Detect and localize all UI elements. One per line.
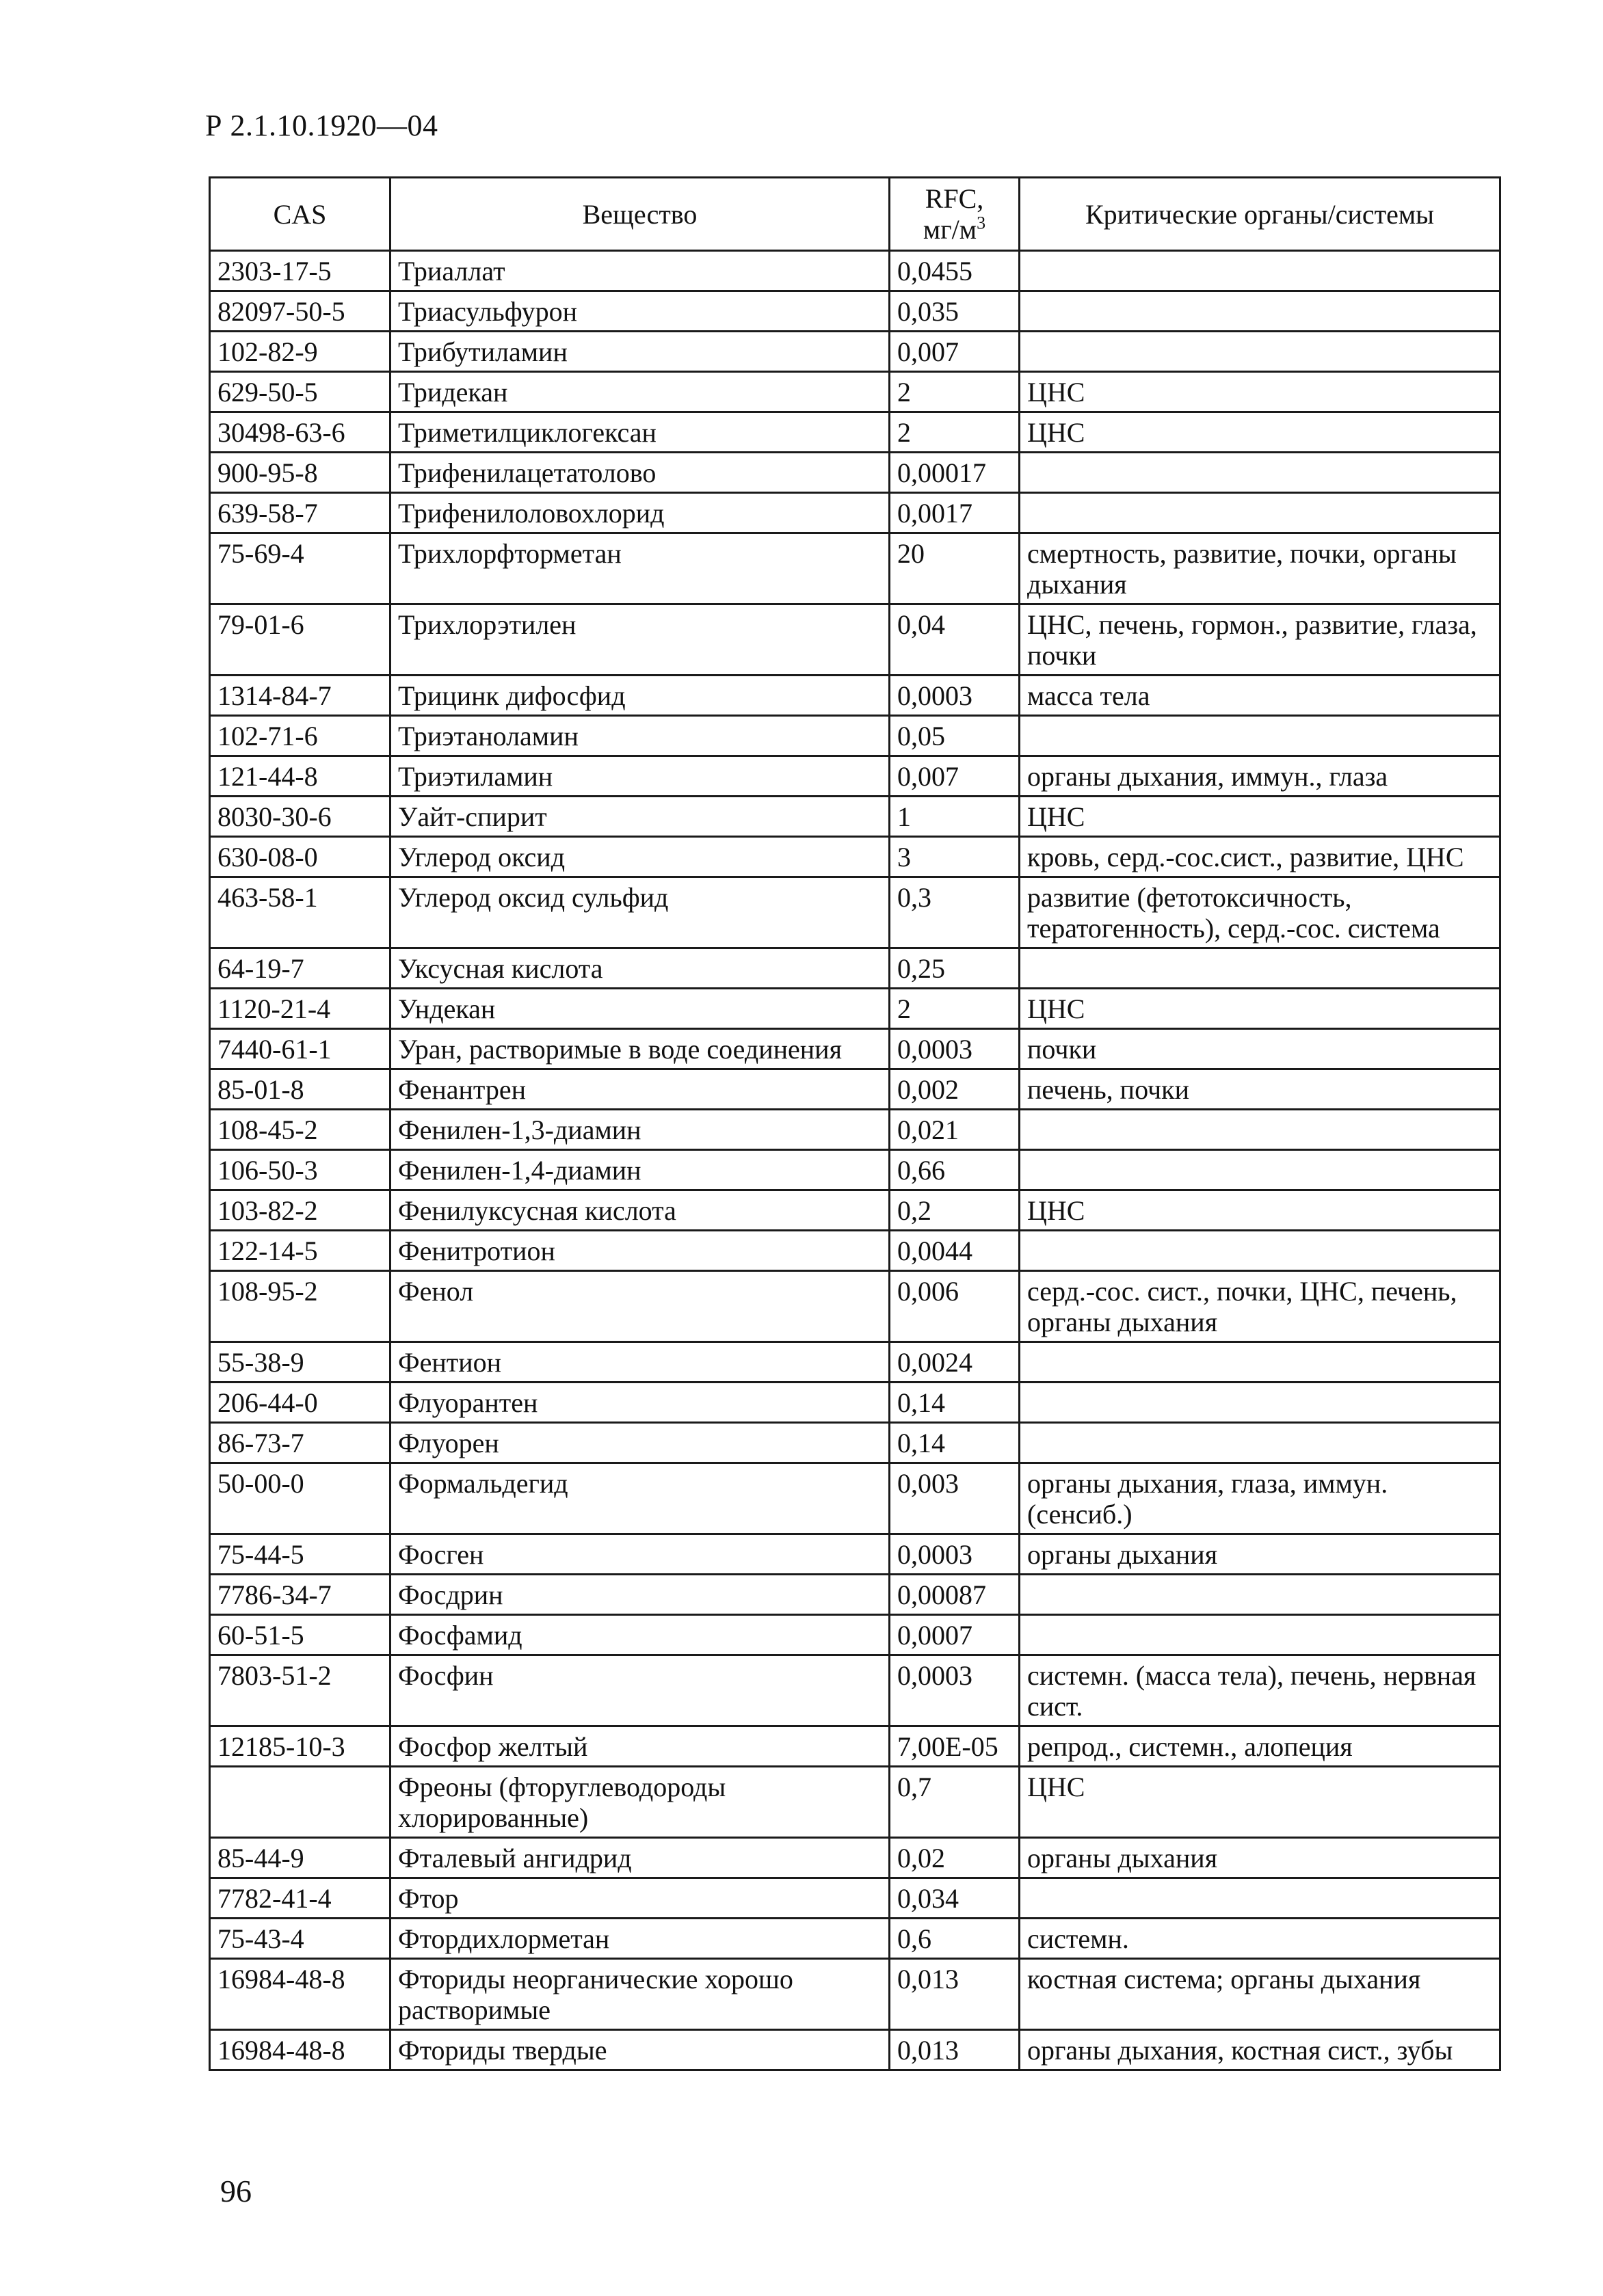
cell-critical: органы дыхания — [1020, 1534, 1500, 1575]
cell-substance: Фосфамид — [390, 1615, 890, 1655]
cell-cas — [210, 1767, 390, 1838]
cell-critical — [1020, 1342, 1500, 1383]
cell-critical — [1020, 1150, 1500, 1190]
cell-substance: Трифенилацетатолово — [390, 453, 890, 493]
table-row — [210, 1838, 1500, 1878]
cell-rfc: 0,05 — [890, 716, 1020, 756]
cell-rfc: 0,04 — [890, 604, 1020, 676]
cell-critical: костная система; органы дыхания — [1020, 1959, 1500, 2030]
cell-rfc: 0,013 — [890, 1959, 1020, 2030]
table-row — [210, 1767, 1500, 1838]
cell-critical — [1020, 291, 1500, 332]
cell-substance: Триэтиламин — [390, 756, 890, 797]
page-number: 96 — [220, 2174, 252, 2208]
cell-rfc: 0,0455 — [890, 251, 1020, 291]
cell-critical — [1020, 332, 1500, 372]
table-row — [210, 1383, 1500, 1423]
cell-cas: 206-44-0 — [210, 1383, 390, 1423]
table-row — [210, 1655, 1500, 1726]
cell-rfc: 0,0044 — [890, 1231, 1020, 1271]
table-row — [210, 1463, 1500, 1534]
table-row — [210, 1029, 1500, 1069]
cell-critical: печень, почки — [1020, 1069, 1500, 1110]
cell-substance: Фентион — [390, 1342, 890, 1383]
table-row — [210, 533, 1500, 604]
cell-substance: Фосдрин — [390, 1575, 890, 1615]
rfc-table — [209, 176, 1501, 2071]
cell-critical: органы дыхания — [1020, 1838, 1500, 1878]
cell-rfc: 0,7 — [890, 1767, 1020, 1838]
cell-critical — [1020, 1110, 1500, 1150]
cell-cas: 79-01-6 — [210, 604, 390, 676]
cell-critical: органы дыхания, глаза, иммун. (сенсиб.) — [1020, 1463, 1500, 1534]
cell-substance: Трибутиламин — [390, 332, 890, 372]
cell-rfc: 0,002 — [890, 1069, 1020, 1110]
cell-critical — [1020, 493, 1500, 533]
cell-rfc: 0,14 — [890, 1423, 1020, 1463]
table-row — [210, 1069, 1500, 1110]
cell-cas: 75-44-5 — [210, 1534, 390, 1575]
cell-substance: Фтордихлорметан — [390, 1919, 890, 1959]
cell-cas: 30498-63-6 — [210, 412, 390, 453]
cell-critical: системн. (масса тела), печень, нервная сист. — [1020, 1655, 1500, 1726]
cell-substance: Уран, растворимые в воде соединения — [390, 1029, 890, 1069]
cell-critical — [1020, 251, 1500, 291]
rfc-header-unit-sup: 3 — [977, 213, 986, 233]
cell-rfc: 0,006 — [890, 1271, 1020, 1342]
cell-critical — [1020, 1615, 1500, 1655]
cell-rfc: 0,3 — [890, 877, 1020, 948]
cell-critical: серд.-сос. сист., почки, ЦНС, печень, органы дыхания — [1020, 1271, 1500, 1342]
column-header-critical: Критические органы/системы — [1020, 178, 1500, 251]
cell-critical: ЦНС — [1020, 1190, 1500, 1231]
cell-rfc: 0,034 — [890, 1878, 1020, 1919]
cell-rfc: 0,007 — [890, 332, 1020, 372]
cell-substance: Уайт-спирит — [390, 797, 890, 837]
cell-substance: Ундекан — [390, 989, 890, 1029]
table-row — [210, 1271, 1500, 1342]
table-row — [210, 1959, 1500, 2030]
cell-cas: 1120-21-4 — [210, 989, 390, 1029]
cell-rfc: 0,0003 — [890, 676, 1020, 716]
cell-substance: Фталевый ангидрид — [390, 1838, 890, 1878]
cell-rfc: 0,6 — [890, 1919, 1020, 1959]
cell-rfc: 0,25 — [890, 948, 1020, 989]
cell-critical: ЦНС — [1020, 797, 1500, 837]
cell-cas: 629-50-5 — [210, 372, 390, 412]
cell-substance: Триасульфурон — [390, 291, 890, 332]
cell-substance: Фториды твердые — [390, 2030, 890, 2070]
cell-cas: 102-71-6 — [210, 716, 390, 756]
cell-critical: ЦНС — [1020, 989, 1500, 1029]
cell-critical: репрод., системн., алопеция — [1020, 1726, 1500, 1767]
cell-substance: Фенилен-1,4-диамин — [390, 1150, 890, 1190]
column-header-rfc — [890, 178, 1020, 251]
rfc-header-line2: мг/м — [923, 214, 977, 245]
table-row — [210, 412, 1500, 453]
cell-cas: 82097-50-5 — [210, 291, 390, 332]
cell-rfc: 0,021 — [890, 1110, 1020, 1150]
cell-cas: 64-19-7 — [210, 948, 390, 989]
cell-cas: 2303-17-5 — [210, 251, 390, 291]
table-row — [210, 604, 1500, 676]
cell-rfc: 2 — [890, 412, 1020, 453]
cell-critical: органы дыхания, иммун., глаза — [1020, 756, 1500, 797]
cell-rfc: 0,0007 — [890, 1615, 1020, 1655]
table-row — [210, 1342, 1500, 1383]
cell-cas: 60-51-5 — [210, 1615, 390, 1655]
table-row — [210, 1534, 1500, 1575]
cell-substance: Флуорантен — [390, 1383, 890, 1423]
cell-substance: Трихлорфторметан — [390, 533, 890, 604]
table-row — [210, 1726, 1500, 1767]
cell-rfc: 0,00017 — [890, 453, 1020, 493]
cell-rfc: 0,003 — [890, 1463, 1020, 1534]
cell-rfc: 20 — [890, 533, 1020, 604]
cell-cas: 639-58-7 — [210, 493, 390, 533]
cell-substance: Уксусная кислота — [390, 948, 890, 989]
table-row — [210, 676, 1500, 716]
table-row — [210, 1878, 1500, 1919]
cell-rfc: 0,02 — [890, 1838, 1020, 1878]
cell-substance: Фосфин — [390, 1655, 890, 1726]
cell-cas: 8030-30-6 — [210, 797, 390, 837]
rfc-header-line1: RFC, — [925, 183, 984, 214]
cell-cas: 108-95-2 — [210, 1271, 390, 1342]
cell-rfc: 3 — [890, 837, 1020, 877]
table-row — [210, 251, 1500, 291]
cell-cas: 50-00-0 — [210, 1463, 390, 1534]
table-body — [210, 251, 1500, 2070]
cell-cas: 463-58-1 — [210, 877, 390, 948]
cell-rfc: 7,00E-05 — [890, 1726, 1020, 1767]
table-row — [210, 989, 1500, 1029]
cell-substance: Триаллат — [390, 251, 890, 291]
cell-substance: Трицинк дифосфид — [390, 676, 890, 716]
table-row — [210, 877, 1500, 948]
cell-cas: 7782-41-4 — [210, 1878, 390, 1919]
cell-critical — [1020, 1383, 1500, 1423]
table-row — [210, 1190, 1500, 1231]
cell-substance: Фосген — [390, 1534, 890, 1575]
table-row — [210, 1423, 1500, 1463]
rfc-table-container — [209, 176, 1501, 2071]
cell-rfc: 0,0017 — [890, 493, 1020, 533]
cell-cas: 630-08-0 — [210, 837, 390, 877]
cell-cas: 75-43-4 — [210, 1919, 390, 1959]
table-row — [210, 1110, 1500, 1150]
cell-substance: Флуорен — [390, 1423, 890, 1463]
cell-cas: 122-14-5 — [210, 1231, 390, 1271]
cell-critical: ЦНС — [1020, 1767, 1500, 1838]
cell-substance: Углерод оксид — [390, 837, 890, 877]
cell-cas: 7786-34-7 — [210, 1575, 390, 1615]
table-row — [210, 716, 1500, 756]
cell-rfc: 0,2 — [890, 1190, 1020, 1231]
cell-critical: ЦНС, печень, гормон., развитие, глаза, почки — [1020, 604, 1500, 676]
table-row — [210, 332, 1500, 372]
cell-cas: 16984-48-8 — [210, 2030, 390, 2070]
cell-rfc: 0,007 — [890, 756, 1020, 797]
cell-critical: системн. — [1020, 1919, 1500, 1959]
cell-critical: ЦНС — [1020, 372, 1500, 412]
cell-cas: 12185-10-3 — [210, 1726, 390, 1767]
cell-substance: Триэтаноламин — [390, 716, 890, 756]
cell-substance: Фенилен-1,3-диамин — [390, 1110, 890, 1150]
table-row — [210, 291, 1500, 332]
cell-substance: Фенол — [390, 1271, 890, 1342]
cell-rfc: 0,0003 — [890, 1029, 1020, 1069]
table-header-row — [210, 178, 1500, 251]
cell-cas: 121-44-8 — [210, 756, 390, 797]
cell-cas: 85-44-9 — [210, 1838, 390, 1878]
cell-cas: 103-82-2 — [210, 1190, 390, 1231]
cell-cas: 55-38-9 — [210, 1342, 390, 1383]
table-row — [210, 1231, 1500, 1271]
table-row — [210, 2030, 1500, 2070]
cell-rfc: 1 — [890, 797, 1020, 837]
cell-rfc: 2 — [890, 372, 1020, 412]
cell-substance: Трихлорэтилен — [390, 604, 890, 676]
cell-substance: Фтор — [390, 1878, 890, 1919]
cell-substance: Триметилциклогексан — [390, 412, 890, 453]
cell-substance: Фториды неорганические хорошо растворимые — [390, 1959, 890, 2030]
cell-critical: масса тела — [1020, 676, 1500, 716]
cell-cas: 102-82-9 — [210, 332, 390, 372]
table-row — [210, 797, 1500, 837]
table-row — [210, 1575, 1500, 1615]
cell-substance: Фенантрен — [390, 1069, 890, 1110]
cell-cas: 86-73-7 — [210, 1423, 390, 1463]
cell-critical: кровь, серд.-сос.сист., развитие, ЦНС — [1020, 837, 1500, 877]
cell-rfc: 0,00087 — [890, 1575, 1020, 1615]
table-row — [210, 493, 1500, 533]
cell-critical — [1020, 1231, 1500, 1271]
cell-substance: Трифенилоловохлорид — [390, 493, 890, 533]
cell-critical — [1020, 948, 1500, 989]
cell-rfc: 0,035 — [890, 291, 1020, 332]
cell-substance: Фенилуксусная кислота — [390, 1190, 890, 1231]
cell-rfc: 0,013 — [890, 2030, 1020, 2070]
table-row — [210, 837, 1500, 877]
cell-cas: 108-45-2 — [210, 1110, 390, 1150]
cell-cas: 75-69-4 — [210, 533, 390, 604]
cell-critical — [1020, 1878, 1500, 1919]
cell-cas: 7440-61-1 — [210, 1029, 390, 1069]
cell-substance: Фенитротион — [390, 1231, 890, 1271]
cell-rfc: 0,66 — [890, 1150, 1020, 1190]
table-row — [210, 756, 1500, 797]
cell-critical — [1020, 1575, 1500, 1615]
cell-rfc: 0,0003 — [890, 1534, 1020, 1575]
cell-critical: почки — [1020, 1029, 1500, 1069]
document-code: Р 2.1.10.1920—04 — [205, 109, 438, 142]
column-header-substance: Вещество — [390, 178, 890, 251]
cell-substance: Фреоны (фторуглеводороды хлорированные) — [390, 1767, 890, 1838]
cell-rfc: 0,14 — [890, 1383, 1020, 1423]
cell-critical: смертность, развитие, почки, органы дыхания — [1020, 533, 1500, 604]
cell-substance: Тридекан — [390, 372, 890, 412]
cell-rfc: 0,0003 — [890, 1655, 1020, 1726]
cell-rfc: 0,0024 — [890, 1342, 1020, 1383]
table-row — [210, 453, 1500, 493]
column-header-cas: CAS — [210, 178, 390, 251]
cell-rfc: 2 — [890, 989, 1020, 1029]
cell-critical — [1020, 453, 1500, 493]
cell-cas: 7803-51-2 — [210, 1655, 390, 1726]
cell-cas: 85-01-8 — [210, 1069, 390, 1110]
cell-critical: органы дыхания, костная сист., зубы — [1020, 2030, 1500, 2070]
cell-substance: Фосфор желтый — [390, 1726, 890, 1767]
cell-cas: 1314-84-7 — [210, 676, 390, 716]
cell-critical: развитие (фетотоксичность, тератогенность), серд.-сос. система — [1020, 877, 1500, 948]
cell-critical: ЦНС — [1020, 412, 1500, 453]
table-row — [210, 1615, 1500, 1655]
cell-cas: 16984-48-8 — [210, 1959, 390, 2030]
cell-critical — [1020, 716, 1500, 756]
cell-substance: Углерод оксид сульфид — [390, 877, 890, 948]
table-row — [210, 1919, 1500, 1959]
cell-substance: Формальдегид — [390, 1463, 890, 1534]
table-row — [210, 372, 1500, 412]
cell-cas: 106-50-3 — [210, 1150, 390, 1190]
table-row — [210, 948, 1500, 989]
cell-cas: 900-95-8 — [210, 453, 390, 493]
cell-critical — [1020, 1423, 1500, 1463]
table-row — [210, 1150, 1500, 1190]
